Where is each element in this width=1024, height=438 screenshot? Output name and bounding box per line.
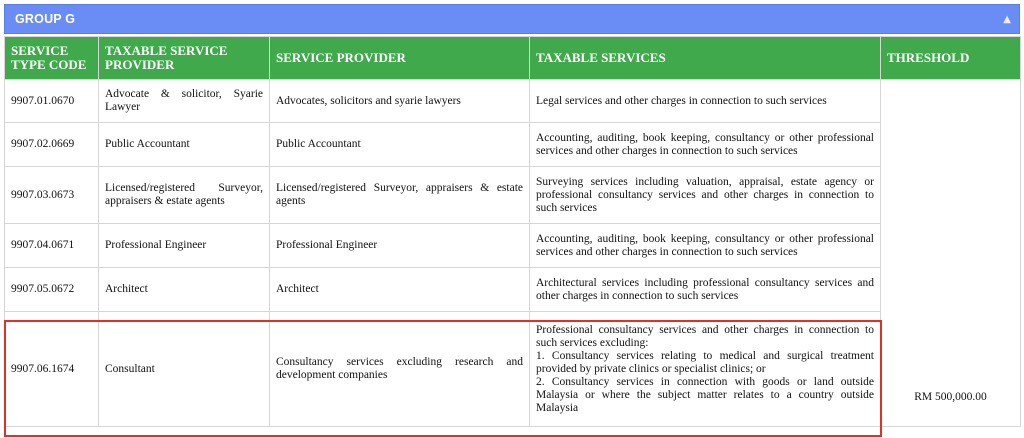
cell-taxable-services: Architectural services including professional consultancy services and other charges in connection to such services [530, 268, 881, 312]
cell-taxable-services: Accounting, auditing, book keeping, consultancy or other professional services and other charges in connection to such services [530, 224, 881, 268]
group-g-panel [4, 4, 1020, 438]
chevron-up-icon[interactable]: ▲ [1003, 13, 1011, 25]
header-threshold: THRESHOLD [881, 37, 1021, 80]
cell-code: 9907.04.0671 [5, 224, 99, 268]
header-service-type-code: SERVICE TYPE CODE [5, 37, 99, 80]
cell-code: 9907.01.0670 [5, 80, 99, 123]
cell-taxable-services: Professional consultancy services and other charges in connection to such services excluding: 1. Consultancy services relating to medical and surgical treatment provided by private clinics or specialist clinics; or 2. Consultancy services in connection with goods or land outside Malaysia or where the subject matter relates to a country outside Malaysia [530, 312, 881, 427]
cell-code: 9907.06.1674 [5, 312, 99, 427]
cell-provider: Licensed/registered Surveyor, appraisers & estate agents [270, 167, 530, 224]
cell-code: 9907.05.0672 [5, 268, 99, 312]
cell-provider: Professional Engineer [270, 224, 530, 268]
cell-taxable-provider: Architect [99, 268, 270, 312]
cell-provider: Architect [270, 268, 530, 312]
group-title: GROUP G [15, 12, 76, 26]
group-header[interactable] [4, 4, 1020, 34]
table-row [5, 268, 1021, 312]
cell-provider: Public Accountant [270, 123, 530, 167]
table-row [5, 80, 1021, 123]
table-row [5, 224, 1021, 268]
header-taxable-service-provider: TAXABLE SERVICE PROVIDER [99, 37, 270, 80]
table-row [5, 123, 1021, 167]
cell-threshold: RM 500,000.00 [881, 80, 1021, 427]
cell-taxable-services: Surveying services including valuation, appraisal, estate agency or professional consultancy services and other charges in connection to such services [530, 167, 881, 224]
cell-taxable-services: Legal services and other charges in connection to such services [530, 80, 881, 123]
cell-taxable-provider: Consultant [99, 312, 270, 427]
cell-taxable-provider: Professional Engineer [99, 224, 270, 268]
cell-code: 9907.02.0669 [5, 123, 99, 167]
cell-taxable-provider: Advocate & solicitor, Syarie Lawyer [99, 80, 270, 123]
table-row [5, 312, 1021, 427]
cell-taxable-services: Accounting, auditing, book keeping, consultancy or other professional services and other charges in connection to such services [530, 123, 881, 167]
header-service-provider: SERVICE PROVIDER [270, 37, 530, 80]
cell-taxable-provider: Licensed/registered Surveyor, appraisers & estate agents [99, 167, 270, 224]
cell-provider: Consultancy services excluding research and development companies [270, 312, 530, 427]
header-taxable-services: TAXABLE SERVICES [530, 37, 881, 80]
table-row [5, 167, 1021, 224]
cell-taxable-provider: Public Accountant [99, 123, 270, 167]
cell-code: 9907.03.0673 [5, 167, 99, 224]
cell-provider: Advocates, solicitors and syarie lawyers [270, 80, 530, 123]
table-header-row [5, 37, 1021, 80]
taxable-services-table [4, 36, 1021, 427]
